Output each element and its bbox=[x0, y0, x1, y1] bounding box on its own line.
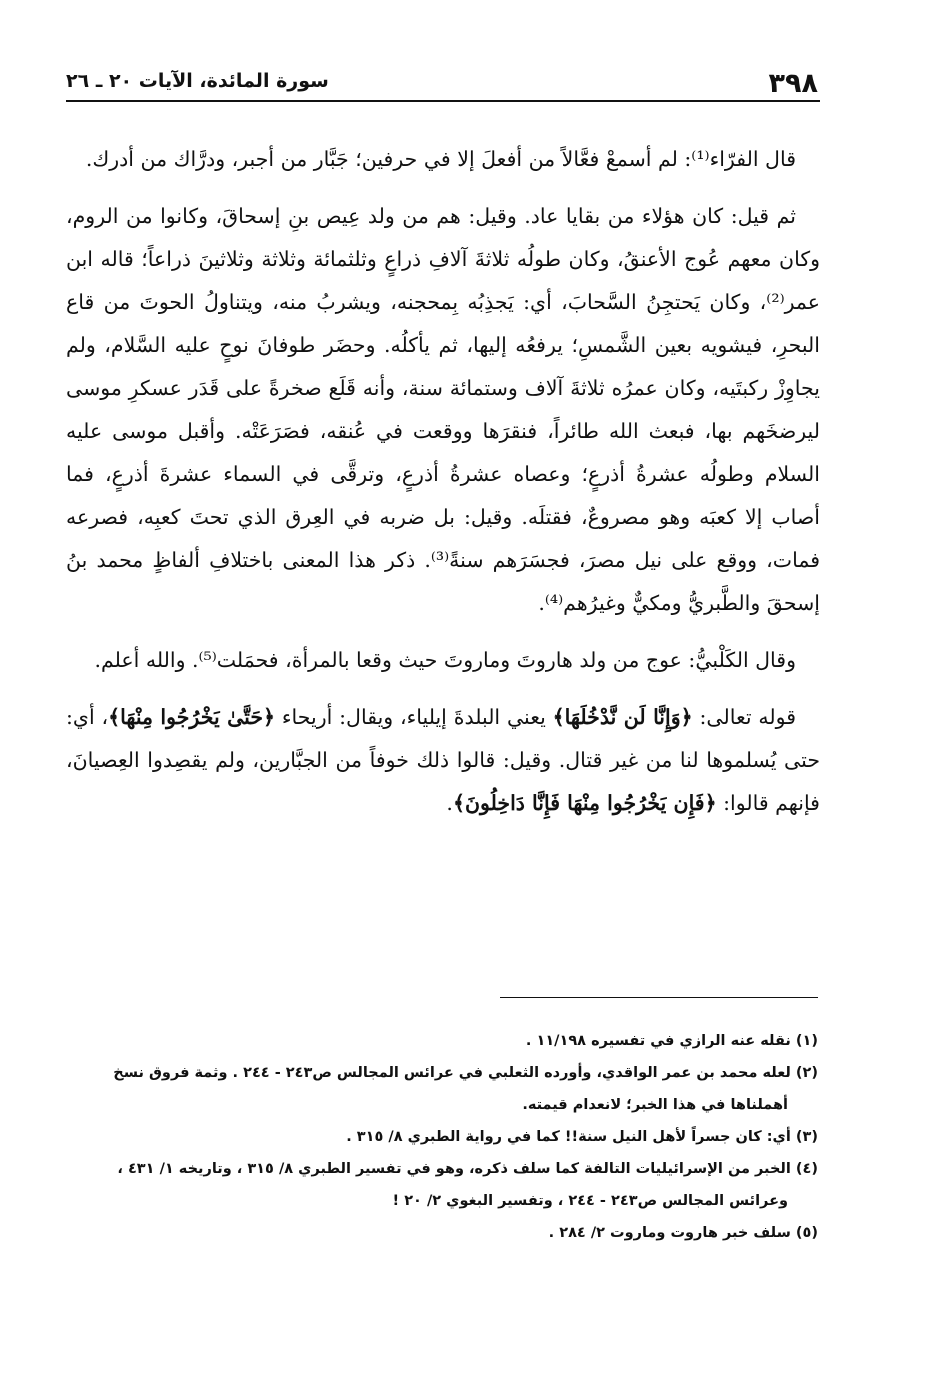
footnote: (٣) أي: كان جسراً لأهل النيل سنة!! كما في رواية الطبري ٨/ ٣١٥ . bbox=[346, 1129, 818, 1145]
commentary-text: ، أي: حتى يُسلموها لنا من غير قتال. وقيل: قالوا ذلك خوفاً من الجبَّارين، ولم يقصِدوا العِصيانَ، فإنهم قالوا: bbox=[66, 705, 820, 815]
footnotes bbox=[66, 1026, 820, 1250]
commentary-text: يعني البلدةَ إيلياء، ويقال: أريحاء bbox=[275, 705, 553, 729]
footnote: (٢) لعله محمد بن عمر الواقدي، وأورده الثعلبي في عرائس المجالس ص٢٤٣ - ٢٤٤ . وثمة فروق نسخ bbox=[113, 1065, 818, 1081]
page-header bbox=[66, 62, 820, 102]
verse-intro: قوله تعالى: bbox=[692, 705, 796, 729]
footnote-separator bbox=[500, 997, 818, 998]
footnote-continuation: وعرائس المجالس ص٢٤٣ - ٢٤٤ ، وتفسير البغوي ٢/ ٢٠ ! bbox=[392, 1193, 788, 1209]
paragraph-kalbi: وقال الكَلْبيُّ: عوج من ولد هاروتَ وماروتَ حيث وقعا بالمرأة، فحمَلت⁽⁵⁾. والله أعلم. bbox=[94, 648, 796, 672]
paragraph-verse-commentary bbox=[66, 696, 820, 825]
quran-quote: ﴿فَإِن يَخْرُجُوا مِنْهَا فَإِنَّا دَاخِلُونَ﴾ bbox=[452, 791, 717, 815]
running-title: سورة المائدة، الآيات ٢٠ ـ ٢٦ bbox=[66, 70, 329, 92]
footnote: (٤) الخبر من الإسرائيليات التالفة كما سلف ذكره، وهو في تفسير الطبري ٨/ ٣١٥ ، وتاريخه ١/ ٤٣١ ، bbox=[117, 1161, 818, 1177]
main-text bbox=[66, 138, 820, 839]
quran-quote: ﴿حَتَّىٰ يَخْرُجُوا مِنْهَا﴾ bbox=[108, 705, 276, 729]
quran-quote: ﴿وَإِنَّا لَن نَّدْخُلَهَا﴾ bbox=[552, 705, 693, 729]
paragraph-giants: ثم قيل: كان هؤلاء من بقايا عاد. وقيل: هم من ولد عِيص بنِ إسحاقَ، وكانوا من الروم، وكان معهم عُوج الأعنقُ، وكان طولُه ثلاثةَ آلافِ ذراعٍ وثلثمائة وثلاثة وثلاثينَ ذراعاً؛ قاله ابن عمر⁽²⁾، وكان يَحتجِنُ السَّحابَ، أي: يَجذِبُه بِمحجنه، ويشربُ منه، ويتناولُ الحوتَ من قاع البحرِ، فيشويه بعين الشَّمسِ؛ يرفعُه إليها، ثم يأكلُه. وحضَر طوفانَ نوحٍ عليه السَّلام، ولم يجاوِزْ ركبتَيه، وكان عمرُه ثلاثةَ آلاف وستمائة سنة، وأنه قَلَع صخرةً على قَدَر عسكرِ موسى ليرضخَهم بها، فبعث الله طائراً، فنقرَها ووقعت في عُنقه، فصَرَعَتْه. وأقبل موسى عليه السلام وطولُه عشرةُ أذرعٍ؛ وعصاه عشرةُ أذرعٍ، وترقَّى في السماء عشرةَ أذرعٍ، فما أصاب إلا كعبَه وهو مصروعٌ، فقتلَه. وقيل: بل ضربه في العِرق الذي تحتَ كعبِه، فصرعه فمات، ووقع على نيل مصرَ، فجسَرَهم سنةً⁽³⁾. ذكر هذا المعنى باختلافِ ألفاظٍ محمد بنُ إسحقَ والطَّبريُّ ومكيٌّ وغيرُهم⁽⁴⁾. bbox=[66, 204, 820, 615]
footnote: (٥) سلف خبر هاروت وماروت ٢/ ٢٨٤ . bbox=[548, 1225, 818, 1241]
page-number: ٣٩٨ bbox=[768, 68, 818, 99]
paragraph-farra: قال الفرّاء⁽¹⁾: لم أسمعْ فعَّالاً من أفعلَ إلا في حرفين؛ جَبَّار من أجبر، ودرَّاك من أدرك. bbox=[85, 147, 796, 171]
footnote: (١) نقله عنه الرازي في تفسيره ١١/١٩٨ . bbox=[525, 1033, 818, 1049]
sentence-end: . bbox=[446, 791, 453, 815]
footnote-continuation: أهملناها في هذا الخبر؛ لانعدام قيمته. bbox=[522, 1097, 788, 1113]
